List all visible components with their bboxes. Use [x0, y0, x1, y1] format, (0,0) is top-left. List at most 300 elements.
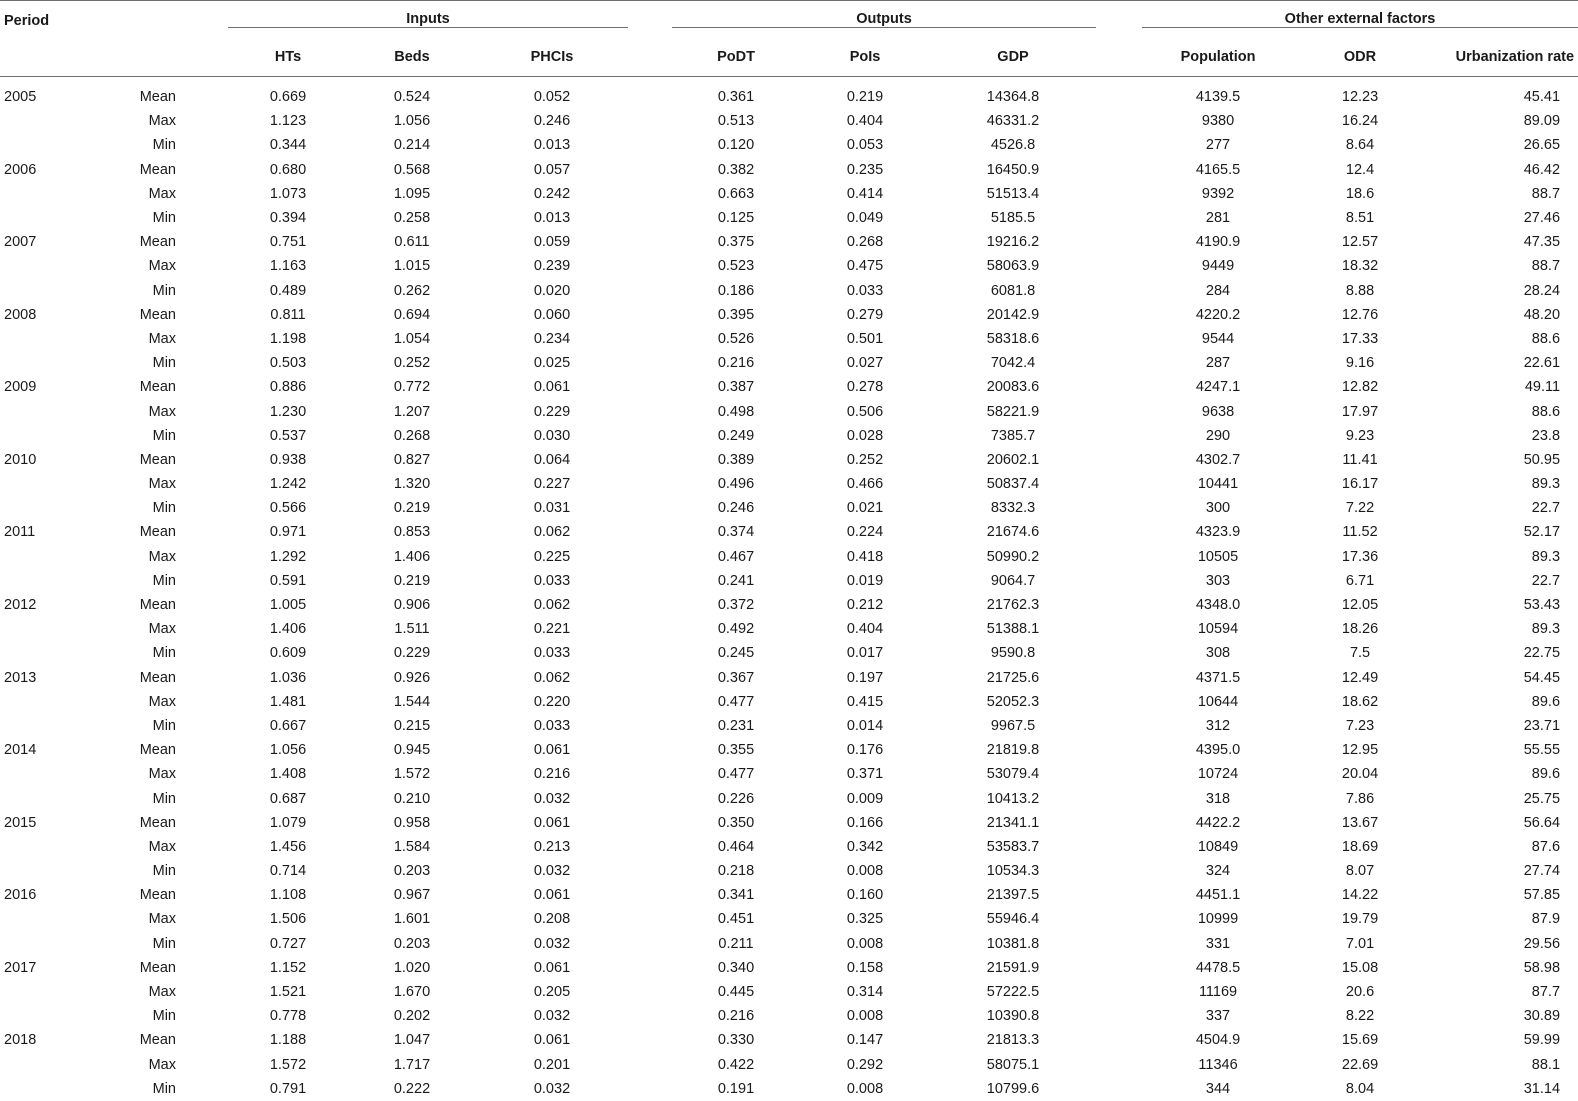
pois-value-cell: 0.147 [846, 1032, 884, 1049]
beds-value-cell: 1.601 [393, 911, 431, 928]
podt-value-cell: 0.526 [717, 330, 755, 347]
odr-value-cell: 13.67 [1341, 814, 1379, 831]
gdp-value-cell: 21762.3 [986, 597, 1040, 614]
podt-value-cell: 0.216 [717, 355, 755, 372]
hts-value-cell: 1.163 [269, 258, 307, 275]
spacer-cell [628, 375, 672, 399]
spacer-cell [176, 980, 228, 1004]
pois-value-cell: 0.415 [846, 693, 884, 710]
podt-value-cell: 0.372 [717, 597, 755, 614]
statistic-label-cell: Max [148, 621, 176, 638]
gdp-value-cell: 7042.4 [990, 355, 1036, 372]
phcis-value-cell: 0.239 [533, 258, 571, 275]
population-value-cell: 11169 [1198, 984, 1238, 1001]
gdp-value-cell: 55946.4 [986, 911, 1040, 928]
phcis-value-cell: 0.246 [533, 113, 571, 130]
urbanization-rate-value-cell: 58.98 [1523, 959, 1561, 976]
pois-value-cell: 0.033 [846, 282, 884, 299]
spacer-cell [1096, 714, 1142, 738]
table-row [0, 399, 1578, 423]
period-year-cell [0, 424, 108, 448]
odr-value-cell: 12.95 [1341, 742, 1379, 759]
odr-value-cell: 14.22 [1341, 887, 1379, 904]
gdp-value-cell: 10381.8 [986, 935, 1040, 952]
pois-value-cell: 0.027 [846, 355, 884, 372]
pois-value-cell: 0.342 [846, 838, 884, 855]
odr-value-cell: 17.36 [1341, 548, 1379, 565]
urbanization-rate-value-cell: 89.3 [1531, 621, 1561, 638]
urbanization-rate-value-cell: 88.6 [1531, 403, 1561, 420]
gdp-value-cell: 50990.2 [986, 548, 1040, 565]
period-year-cell [0, 641, 108, 665]
gdp-value-cell: 50837.4 [986, 476, 1040, 493]
beds-value-cell: 1.717 [393, 1056, 431, 1073]
phcis-value-cell: 0.201 [533, 1056, 571, 1073]
gdp-value-cell: 9967.5 [990, 717, 1036, 734]
statistic-label-cell: Max [148, 984, 176, 1001]
phcis-value-cell: 0.234 [533, 330, 571, 347]
statistic-label-cell: Mean [139, 306, 176, 323]
spacer-cell [1096, 375, 1142, 399]
table-row [0, 254, 1578, 278]
column-header-population: Population [1180, 48, 1256, 65]
period-year-cell [0, 690, 108, 714]
urbanization-rate-value-cell: 31.14 [1523, 1080, 1561, 1097]
urbanization-rate-value-cell: 87.7 [1531, 984, 1561, 1001]
spacer-cell [1096, 327, 1142, 351]
statistic-label-cell: Min [152, 282, 176, 299]
gdp-value-cell: 10413.2 [986, 790, 1040, 807]
statistic-label-cell: Min [152, 427, 176, 444]
gdp-value-cell: 21591.9 [986, 959, 1040, 976]
inputs-group-header: Inputs [228, 11, 628, 28]
hts-value-cell: 0.680 [269, 161, 307, 178]
odr-value-cell: 6.71 [1345, 572, 1375, 589]
urbanization-rate-value-cell: 26.65 [1523, 137, 1561, 154]
odr-value-cell: 12.57 [1341, 234, 1379, 251]
spacer-cell [628, 133, 672, 157]
spacer-cell [628, 303, 672, 327]
population-value-cell: 9380 [1201, 113, 1235, 130]
podt-value-cell: 0.496 [717, 476, 755, 493]
beds-value-cell: 1.207 [393, 403, 431, 420]
table-row [0, 883, 1578, 907]
pois-value-cell: 0.009 [846, 790, 884, 807]
hts-value-cell: 0.938 [269, 451, 307, 468]
pois-value-cell: 0.371 [846, 766, 884, 783]
urbanization-rate-value-cell: 55.55 [1523, 742, 1561, 759]
spacer-cell [1096, 738, 1142, 762]
urbanization-rate-value-cell: 88.7 [1531, 185, 1561, 202]
hts-value-cell: 1.456 [269, 838, 307, 855]
urbanization-rate-value-cell: 47.35 [1523, 234, 1561, 251]
table-row [0, 1053, 1578, 1077]
population-value-cell: 303 [1205, 572, 1231, 589]
spacer-cell [628, 254, 672, 278]
phcis-value-cell: 0.062 [533, 597, 571, 614]
podt-value-cell: 0.374 [717, 524, 755, 541]
urbanization-rate-value-cell: 87.6 [1531, 838, 1561, 855]
statistic-label-cell: Mean [139, 669, 176, 686]
table-row [0, 77, 1578, 110]
statistic-label-cell: Mean [139, 89, 176, 106]
phcis-value-cell: 0.057 [533, 161, 571, 178]
period-year-cell [0, 1077, 108, 1101]
table-row [0, 303, 1578, 327]
spacer-cell [628, 593, 672, 617]
outputs-group-header: Outputs [672, 11, 1096, 28]
gdp-value-cell: 51513.4 [986, 185, 1040, 202]
beds-value-cell: 1.584 [393, 838, 431, 855]
phcis-value-cell: 0.032 [533, 935, 571, 952]
statistic-label-cell: Min [152, 863, 176, 880]
beds-value-cell: 0.219 [393, 500, 431, 517]
gdp-value-cell: 53079.4 [986, 766, 1040, 783]
beds-value-cell: 0.210 [393, 790, 431, 807]
podt-value-cell: 0.492 [717, 621, 755, 638]
pois-value-cell: 0.418 [846, 548, 884, 565]
gdp-value-cell: 7385.7 [990, 427, 1036, 444]
gdp-value-cell: 58221.9 [986, 403, 1040, 420]
table-row [0, 690, 1578, 714]
podt-value-cell: 0.367 [717, 669, 755, 686]
hts-value-cell: 1.079 [269, 814, 307, 831]
beds-value-cell: 0.268 [393, 427, 431, 444]
period-year-cell [0, 279, 108, 303]
odr-value-cell: 18.32 [1341, 258, 1379, 275]
spacer-cell [176, 932, 228, 956]
population-value-cell: 4371.5 [1195, 669, 1241, 686]
spacer-cell [1096, 617, 1142, 641]
population-value-cell: 9638 [1201, 403, 1235, 420]
spacer-cell [1096, 980, 1142, 1004]
urbanization-rate-value-cell: 23.71 [1523, 717, 1561, 734]
spacer-cell [176, 762, 228, 786]
table-row [0, 569, 1578, 593]
urbanization-rate-value-cell: 28.24 [1523, 282, 1561, 299]
column-header-odr: ODR [1343, 48, 1377, 65]
phcis-value-cell: 0.227 [533, 476, 571, 493]
spacer-cell [176, 182, 228, 206]
spacer-cell [628, 1028, 672, 1052]
spacer-cell [176, 206, 228, 230]
period-header: Period [4, 13, 50, 29]
podt-value-cell: 0.422 [717, 1056, 755, 1073]
spacer-cell [176, 883, 228, 907]
phcis-value-cell: 0.033 [533, 717, 571, 734]
pois-value-cell: 0.019 [846, 572, 884, 589]
spacer-cell [176, 303, 228, 327]
spacer-cell [1096, 230, 1142, 254]
hts-value-cell: 0.503 [269, 355, 307, 372]
period-year-cell [0, 254, 108, 278]
urbanization-rate-value-cell: 87.9 [1531, 911, 1561, 928]
period-year-cell [0, 980, 108, 1004]
hts-value-cell: 0.566 [269, 500, 307, 517]
phcis-value-cell: 0.220 [533, 693, 571, 710]
table-row [0, 496, 1578, 520]
hts-value-cell: 1.036 [269, 669, 307, 686]
phcis-value-cell: 0.229 [533, 403, 571, 420]
beds-value-cell: 0.958 [393, 814, 431, 831]
table-row [0, 811, 1578, 835]
period-year-cell: 2013 [4, 669, 37, 686]
table-row [0, 327, 1578, 351]
beds-value-cell: 0.215 [393, 717, 431, 734]
table-row [0, 1028, 1578, 1052]
gdp-value-cell: 19216.2 [986, 234, 1040, 251]
column-header-podt: PoDT [717, 48, 755, 65]
urbanization-rate-value-cell: 89.3 [1531, 476, 1561, 493]
period-year-cell [0, 617, 108, 641]
spacer-cell [176, 230, 228, 254]
statistic-label-cell: Max [148, 838, 176, 855]
period-year-cell: 2018 [4, 1032, 37, 1049]
pois-value-cell: 0.235 [846, 161, 884, 178]
beds-value-cell: 0.772 [393, 379, 431, 396]
statistic-label-cell: Max [148, 476, 176, 493]
beds-value-cell: 0.926 [393, 669, 431, 686]
population-value-cell: 10441 [1197, 476, 1239, 493]
odr-value-cell: 22.69 [1341, 1056, 1379, 1073]
beds-value-cell: 0.945 [393, 742, 431, 759]
population-value-cell: 300 [1205, 500, 1231, 517]
population-value-cell: 331 [1205, 935, 1231, 952]
podt-value-cell: 0.513 [717, 113, 755, 130]
period-year-cell [0, 569, 108, 593]
population-value-cell: 10505 [1197, 548, 1239, 565]
phcis-value-cell: 0.033 [533, 572, 571, 589]
pois-value-cell: 0.197 [846, 669, 884, 686]
period-year-cell: 2008 [4, 306, 37, 323]
phcis-value-cell: 0.032 [533, 790, 571, 807]
podt-value-cell: 0.245 [717, 645, 755, 662]
spacer-cell [176, 399, 228, 423]
column-header-phcis: PHCIs [530, 48, 574, 65]
spacer-cell [1096, 206, 1142, 230]
spacer-cell [1096, 545, 1142, 569]
statistic-label-cell: Mean [139, 597, 176, 614]
beds-value-cell: 0.906 [393, 597, 431, 614]
period-year-cell: 2015 [4, 814, 37, 831]
population-value-cell: 312 [1205, 717, 1231, 734]
odr-value-cell: 12.05 [1341, 597, 1379, 614]
spacer-cell [1096, 303, 1142, 327]
phcis-value-cell: 0.013 [533, 210, 571, 227]
table-row [0, 762, 1578, 786]
period-year-cell [0, 496, 108, 520]
spacer-cell [1096, 279, 1142, 303]
statistic-label-cell: Mean [139, 1032, 176, 1049]
phcis-value-cell: 0.216 [533, 766, 571, 783]
urbanization-rate-value-cell: 57.85 [1523, 887, 1561, 904]
phcis-value-cell: 0.061 [533, 1032, 571, 1049]
pois-value-cell: 0.053 [846, 137, 884, 154]
pois-value-cell: 0.252 [846, 451, 884, 468]
spacer-cell [1096, 496, 1142, 520]
spacer-cell [628, 666, 672, 690]
statistic-label-cell: Mean [139, 451, 176, 468]
statistic-label-cell: Mean [139, 234, 176, 251]
hts-value-cell: 0.778 [269, 1008, 307, 1025]
population-value-cell: 324 [1205, 863, 1231, 880]
gdp-value-cell: 8332.3 [990, 500, 1036, 517]
phcis-value-cell: 0.033 [533, 645, 571, 662]
beds-value-cell: 0.214 [393, 137, 431, 154]
hts-value-cell: 1.230 [269, 403, 307, 420]
urbanization-rate-value-cell: 27.46 [1523, 210, 1561, 227]
podt-value-cell: 0.355 [717, 742, 755, 759]
beds-value-cell: 1.406 [393, 548, 431, 565]
population-value-cell: 4323.9 [1195, 524, 1241, 541]
podt-value-cell: 0.120 [717, 137, 755, 154]
beds-value-cell: 0.252 [393, 355, 431, 372]
table-row [0, 545, 1578, 569]
urbanization-rate-value-cell: 22.7 [1531, 500, 1561, 517]
spacer-cell [1096, 956, 1142, 980]
population-value-cell: 337 [1205, 1008, 1231, 1025]
period-year-cell [0, 545, 108, 569]
spacer-cell [628, 714, 672, 738]
population-value-cell: 10849 [1197, 838, 1239, 855]
spacer-cell [628, 230, 672, 254]
podt-value-cell: 0.231 [717, 717, 755, 734]
table-row [0, 907, 1578, 931]
statistic-label-cell: Max [148, 693, 176, 710]
hts-value-cell: 1.572 [269, 1056, 307, 1073]
podt-value-cell: 0.375 [717, 234, 755, 251]
spacer-cell [628, 932, 672, 956]
hts-value-cell: 1.408 [269, 766, 307, 783]
population-value-cell: 9392 [1201, 185, 1235, 202]
odr-value-cell: 18.62 [1341, 693, 1379, 710]
phcis-value-cell: 0.061 [533, 887, 571, 904]
population-value-cell: 4451.1 [1195, 887, 1241, 904]
table-row [0, 182, 1578, 206]
spacer-cell [628, 424, 672, 448]
hts-value-cell: 1.292 [269, 548, 307, 565]
period-year-cell: 2007 [4, 234, 37, 251]
table-row [0, 230, 1578, 254]
gdp-value-cell: 9064.7 [990, 572, 1036, 589]
spacer-cell [1096, 77, 1142, 110]
urbanization-rate-value-cell: 88.6 [1531, 330, 1561, 347]
pois-value-cell: 0.404 [846, 113, 884, 130]
gdp-value-cell: 20602.1 [986, 451, 1040, 468]
table-row [0, 617, 1578, 641]
pois-value-cell: 0.292 [846, 1056, 884, 1073]
hts-value-cell: 0.727 [269, 935, 307, 952]
hts-value-cell: 1.123 [269, 113, 307, 130]
hts-value-cell: 1.481 [269, 693, 307, 710]
table-row [0, 351, 1578, 375]
odr-value-cell: 7.22 [1345, 500, 1375, 517]
urbanization-rate-value-cell: 48.20 [1523, 306, 1561, 323]
hts-value-cell: 1.198 [269, 330, 307, 347]
spacer-cell [176, 593, 228, 617]
spacer-cell [176, 641, 228, 665]
urbanization-rate-value-cell: 22.61 [1523, 355, 1561, 372]
beds-value-cell: 0.568 [393, 161, 431, 178]
statistic-label-cell: Min [152, 645, 176, 662]
population-value-cell: 10644 [1197, 693, 1239, 710]
spacer-cell [628, 158, 672, 182]
spacer-cell [628, 520, 672, 544]
spacer-cell [628, 1077, 672, 1101]
pois-value-cell: 0.268 [846, 234, 884, 251]
population-value-cell: 284 [1205, 282, 1231, 299]
spacer-cell [176, 472, 228, 496]
spacer-cell [628, 279, 672, 303]
spacer-cell [176, 956, 228, 980]
podt-value-cell: 0.395 [717, 306, 755, 323]
odr-value-cell: 16.24 [1341, 113, 1379, 130]
spacer-cell [176, 835, 228, 859]
spacer-cell [176, 569, 228, 593]
phcis-value-cell: 0.213 [533, 838, 571, 855]
population-value-cell: 4139.5 [1195, 89, 1241, 106]
podt-value-cell: 0.218 [717, 863, 755, 880]
podt-value-cell: 0.186 [717, 282, 755, 299]
urbanization-rate-value-cell: 54.45 [1523, 669, 1561, 686]
odr-value-cell: 12.82 [1341, 379, 1379, 396]
urbanization-rate-value-cell: 29.56 [1523, 935, 1561, 952]
podt-value-cell: 0.477 [717, 693, 755, 710]
population-value-cell: 318 [1205, 790, 1231, 807]
spacer-cell [628, 956, 672, 980]
statistic-label-cell: Min [152, 717, 176, 734]
spacer-cell [1096, 786, 1142, 810]
table-row [0, 375, 1578, 399]
statistic-label-cell: Max [148, 911, 176, 928]
phcis-value-cell: 0.032 [533, 863, 571, 880]
phcis-value-cell: 0.030 [533, 427, 571, 444]
gdp-value-cell: 53583.7 [986, 838, 1040, 855]
population-value-cell: 281 [1205, 210, 1231, 227]
spacer-cell [176, 859, 228, 883]
spacer-cell [176, 279, 228, 303]
spacer-cell [1096, 1077, 1142, 1101]
hts-value-cell: 1.152 [269, 959, 307, 976]
odr-value-cell: 18.6 [1345, 185, 1375, 202]
table-row [0, 1004, 1578, 1028]
spacer-cell [628, 811, 672, 835]
spacer-cell [628, 835, 672, 859]
population-value-cell: 10724 [1197, 766, 1239, 783]
urbanization-rate-value-cell: 22.7 [1531, 572, 1561, 589]
pois-value-cell: 0.021 [846, 500, 884, 517]
podt-value-cell: 0.340 [717, 959, 755, 976]
spacer-cell [1096, 424, 1142, 448]
odr-value-cell: 12.49 [1341, 669, 1379, 686]
population-value-cell: 287 [1205, 355, 1231, 372]
phcis-value-cell: 0.062 [533, 524, 571, 541]
pois-value-cell: 0.008 [846, 863, 884, 880]
period-year-cell: 2005 [4, 89, 37, 106]
pois-value-cell: 0.414 [846, 185, 884, 202]
odr-value-cell: 8.04 [1345, 1080, 1375, 1097]
spacer-cell [628, 496, 672, 520]
pois-value-cell: 0.014 [846, 717, 884, 734]
odr-value-cell: 12.4 [1345, 161, 1375, 178]
statistic-label-cell: Max [148, 403, 176, 420]
hts-value-cell: 1.005 [269, 597, 307, 614]
spacer-cell [628, 883, 672, 907]
statistic-label-cell: Mean [139, 742, 176, 759]
urbanization-rate-value-cell: 88.1 [1531, 1056, 1561, 1073]
podt-value-cell: 0.125 [717, 210, 755, 227]
podt-value-cell: 0.387 [717, 379, 755, 396]
